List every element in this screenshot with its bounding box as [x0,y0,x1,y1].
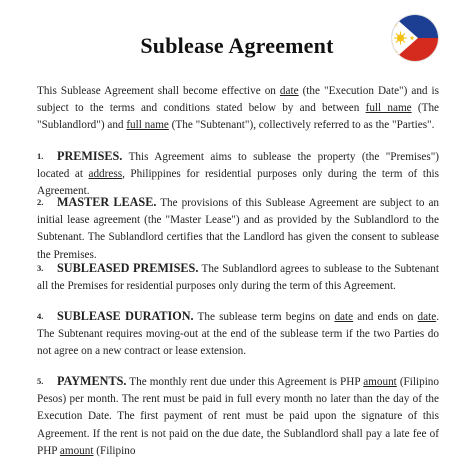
section-heading: SUBLEASE DURATION. [57,309,194,323]
section-subleased-premises: 3. SUBLEASED PREMISES. The Sublandlord agrees to sublease to the Subtenant all the Premises for residential purposes only during the term of this Agreement. [37,261,439,293]
start-date-field: date [334,311,354,323]
section-sublease-duration: 4. SUBLEASE DURATION. The sublease term begins on date and ends on date. The Subtenant requires moving-out at the end of the sublease term if the two Parties do not agree on a new contract or lease extension. [37,309,439,358]
section-number: 5. [37,376,44,386]
section-heading: SUBLEASED PREMISES. [57,261,199,275]
section-number: 3. [37,263,44,273]
section-number: 2. [37,197,44,207]
section-number: 1. [37,151,44,161]
rent-amount-field: amount [363,376,397,388]
end-date-field: date [417,311,437,323]
section-heading: PREMISES. [57,149,123,163]
section-heading: PAYMENTS. [57,374,127,388]
late-fee-amount-field: amount [59,444,94,457]
section-heading: MASTER LEASE. [57,195,157,209]
page-title: Sublease Agreement [140,33,334,58]
section-master-lease: 2. MASTER LEASE. The provisions of this Sublease Agreement are subject to an initial lease agreement (the "Master Lease") and as provided by the Sublandlord to the Subtenant. The Sublandlord certifies that the Landlord has given the consent to sublease the Premises. [37,195,440,261]
intro-paragraph: This Sublease Agreement shall become effective on date (the "Execution Date") and is subject to the terms and conditions stated below by and between full name (The "Sublandlord") and full name (The "Subtenant"), collectively referred to as the "Parties". [37,85,440,132]
sublandlord-name-field: full name [365,102,412,115]
address-field: address [88,168,123,181]
execution-date-field: date [279,85,299,97]
section-payments: 5. PAYMENTS. The monthly rent due under this Agreement is PHP amount (Filipino Pesos) per month. The rent must be paid in full every month no later than the day of the Execution Date. The first payment of rent must be paid upon the signature of this Agreement. If the rent is not paid on the due date, the Sublandlord shall pay a late fee of PHP amount (Filipino [37,374,439,457]
section-number: 4. [37,311,44,321]
section-premises: 1. PREMISES. This Agreement aims to sublease the property (the "Premises") located at address, Philippines for residential purposes only during the term of this Agreement. [37,149,439,198]
subtenant-name-field: full name [126,119,169,132]
